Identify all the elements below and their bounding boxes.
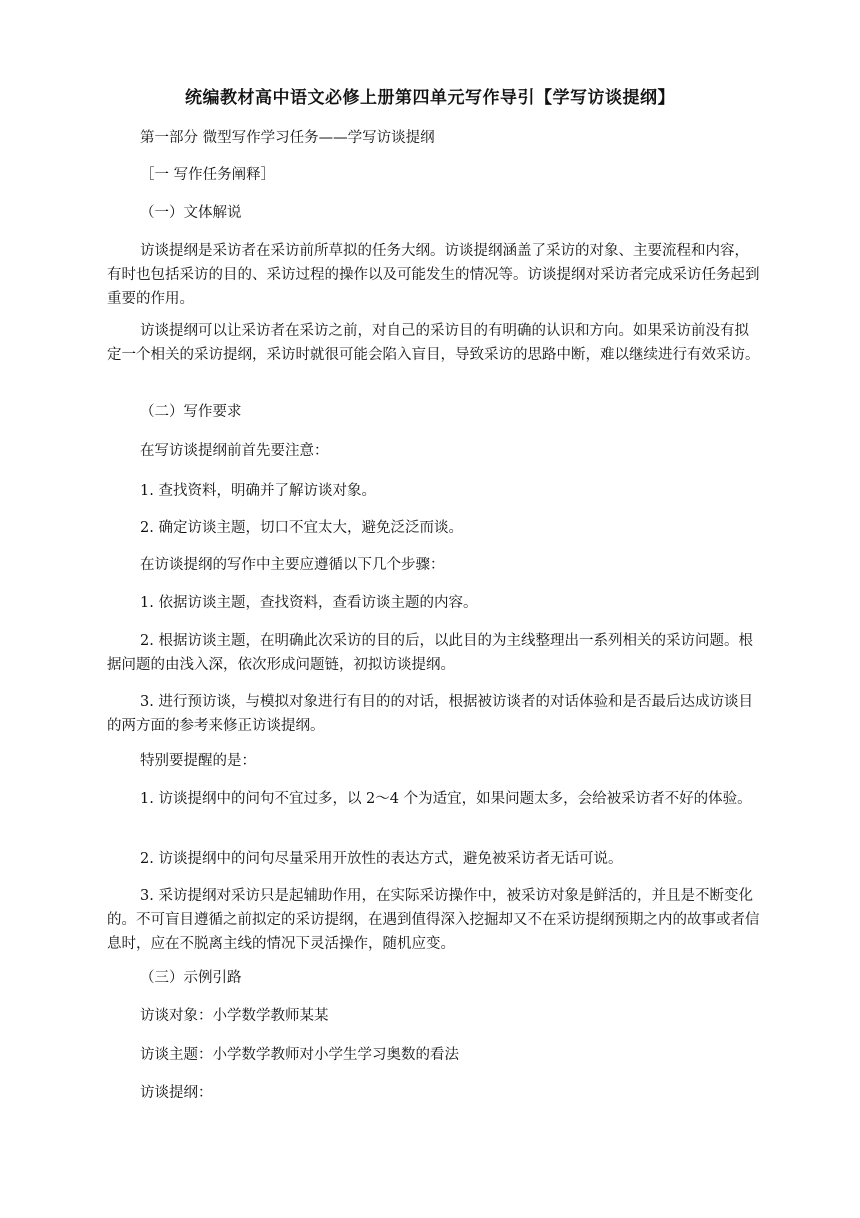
attention-item-1: 1. 查找资料，明确并了解访谈对象。 <box>140 483 376 499</box>
reminder-item-1-text: 1. 访谈提纲中的问句不宜过多，以 2～4 个为适宜，如果问题太多，会给被采访者不好的体验。 <box>140 791 752 807</box>
steps-intro: 在访谈提纲的写作中主要应遵循以下几个步骤： <box>140 557 445 573</box>
paragraph-definition-text: 访谈提纲是采访者在采访前所草拟的任务大纲。访谈提纲涵盖了采访的对象、主要流程和内容，有时也包括采访的目的、采访过程的操作以及可能发生的情况等。访谈提纲对采访者完成采访任务起到重要的作用。 <box>107 243 760 307</box>
reminder-item-2: 2. 访谈提纲中的问句尽量采用开放性的表达方式，避免被采访者无话可说。 <box>140 851 623 867</box>
section-heading-one: ［一 写作任务阐释］ <box>140 167 276 183</box>
reminder-item-3-text: 3. 采访提纲对采访只是起辅助作用，在实际采访操作中，被采访对象是鲜活的，并且是不断变化的。不可盲目遵循之前拟定的采访提纲，在遇到值得深入挖掘却又不在采访提纲预期之内的故事或者信息时，应在不脱离主线的情况下灵活操作，随机应变。 <box>107 888 760 952</box>
part-heading: 第一部分 微型写作学习任务——学写访谈提纲 <box>140 130 435 146</box>
example-subject: 访谈对象：小学数学教师某某 <box>140 1008 329 1024</box>
reminder-item-1 <box>107 787 762 811</box>
attention-item-2: 2. 确定访谈主题，切口不宜太大，避免泛泛而谈。 <box>140 520 463 536</box>
reminder-item-3 <box>107 884 762 956</box>
subheading-example: （三）示例引路 <box>140 970 242 986</box>
step-item-3-text: 3. 进行预访谈，与模拟对象进行有目的的对话，根据被访谈者的对话体验和是否最后达成访谈目的两方面的参考来修正访谈提纲。 <box>107 694 753 734</box>
example-topic: 访谈主题：小学数学教师对小学生学习奥数的看法 <box>140 1047 459 1063</box>
paragraph-definition <box>107 239 762 311</box>
subheading-requirements: （二）写作要求 <box>140 404 242 420</box>
subheading-genre: （一）文体解说 <box>140 205 242 221</box>
example-outline-label: 访谈提纲： <box>140 1085 213 1101</box>
paragraph-purpose <box>107 319 762 367</box>
attention-intro: 在写访谈提纲前首先要注意： <box>140 443 329 459</box>
document-title: 统编教材高中语文必修上册第四单元写作导引【学写访谈提纲】 <box>185 88 675 108</box>
paragraph-purpose-text: 访谈提纲可以让采访者在采访之前，对自己的采访目的有明确的认识和方向。如果采访前没有拟定一个相关的采访提纲，采访时就很可能会陷入盲目，导致采访的思路中断，难以继续进行有效采访。 <box>107 323 760 363</box>
reminder-intro: 特别要提醒的是： <box>140 753 256 769</box>
step-item-2-text: 2. 根据访谈主题，在明确此次采访的目的后，以此目的为主线整理出一系列相关的采访问题。根据问题的由浅入深，依次形成问题链，初拟访谈提纲。 <box>107 633 753 673</box>
step-item-3 <box>107 690 762 738</box>
step-item-1: 1. 依据访谈主题，查找资料，查看访谈主题的内容。 <box>140 595 478 611</box>
step-item-2 <box>107 629 762 677</box>
